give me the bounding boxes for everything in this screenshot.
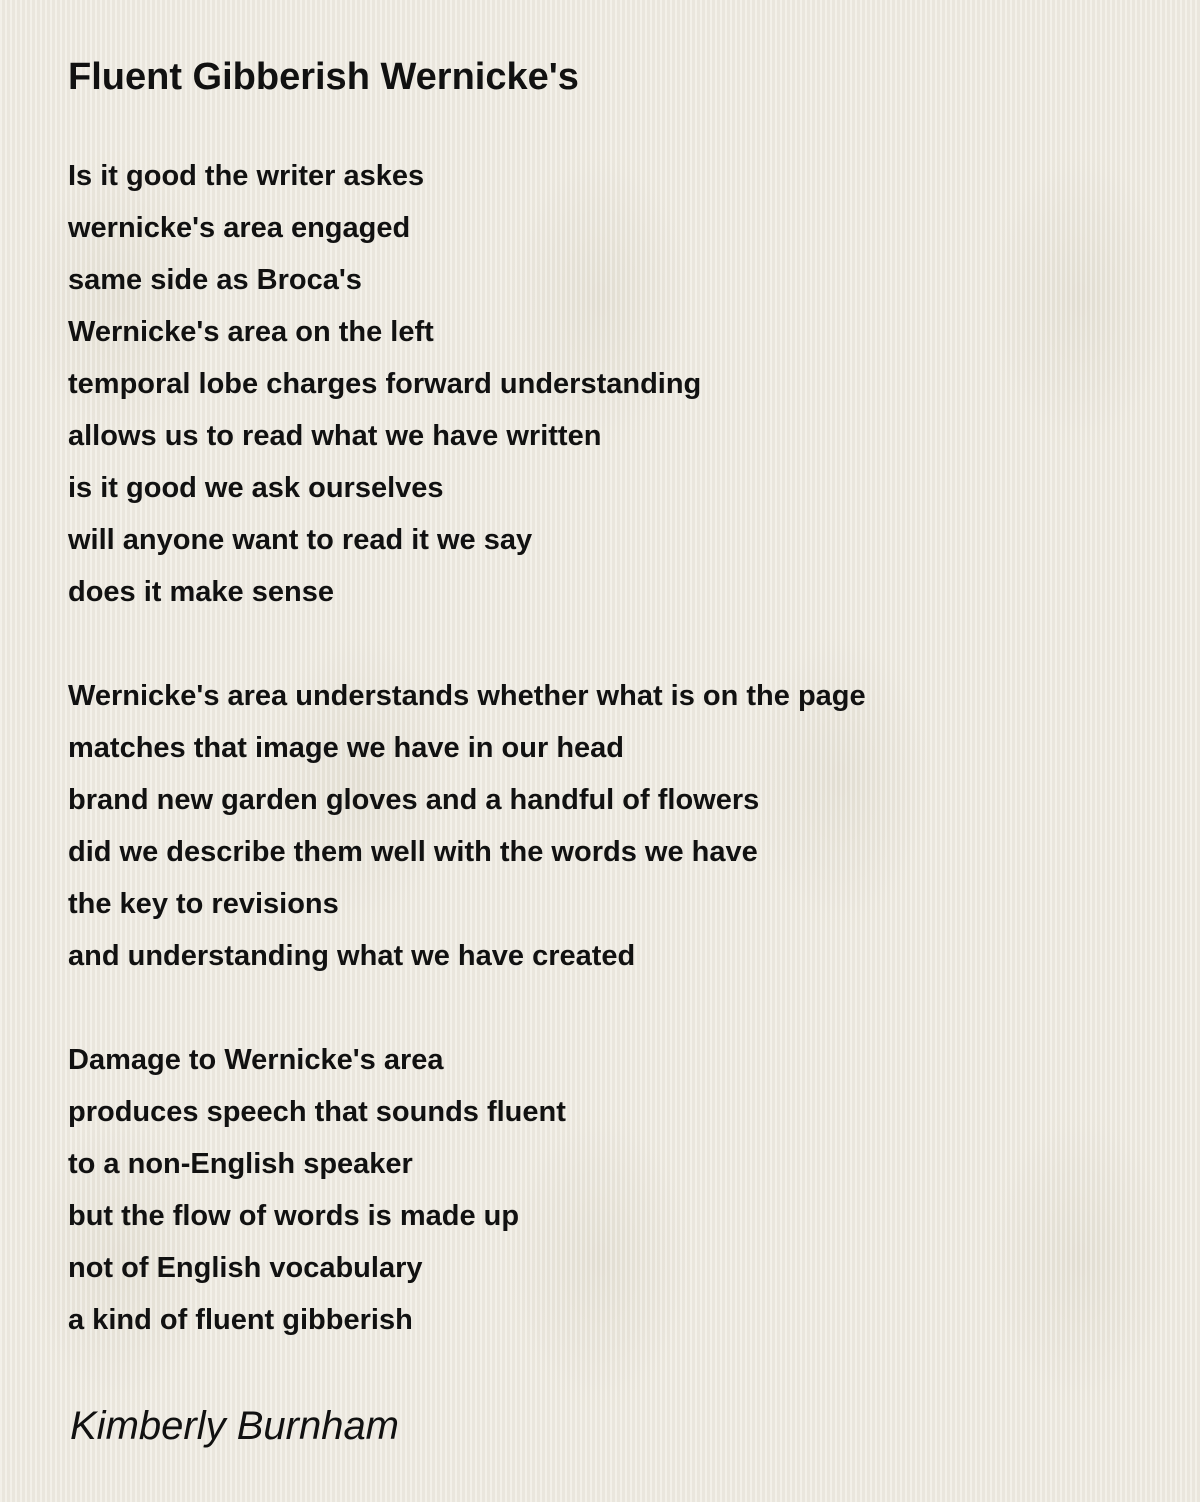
poem-line: produces speech that sounds fluent [68, 1096, 566, 1128]
poem-line: matches that image we have in our head [68, 732, 624, 764]
stanza-2 [68, 670, 1148, 982]
poem-line: Wernicke's area on the left [68, 316, 434, 348]
poem-line: Wernicke's area understands whether what is on the page [68, 680, 866, 712]
poem-author: Kimberly Burnham [70, 1404, 400, 1448]
poem-line: does it make sense [68, 576, 334, 608]
poem-line: but the flow of words is made up [68, 1200, 520, 1232]
poem-line: allows us to read what we have written [68, 420, 602, 452]
poem-line: Damage to Wernicke's area [68, 1044, 444, 1076]
poem-title: Fluent Gibberish Wernicke's [68, 56, 579, 98]
poem-line: the key to revisions [68, 888, 339, 920]
poem-line: a kind of fluent gibberish [68, 1304, 413, 1336]
poem-line: Is it good the writer askes [68, 160, 425, 192]
stanza-1 [68, 150, 1148, 618]
poem-line: not of English vocabulary [68, 1252, 423, 1284]
poem-line: to a non-English speaker [68, 1148, 413, 1180]
stanza-3 [68, 1034, 1148, 1346]
poem-line: will anyone want to read it we say [68, 524, 533, 556]
poem-line: and understanding what we have created [68, 940, 636, 972]
poem-line: same side as Broca's [68, 264, 362, 296]
poem-line: is it good we ask ourselves [68, 472, 444, 504]
poem-body [68, 150, 1148, 1346]
poem-line: temporal lobe charges forward understanding [68, 368, 702, 400]
poem-line: wernicke's area engaged [68, 212, 411, 244]
poem-line: did we describe them well with the words we have [68, 836, 758, 868]
poem-card [68, 52, 1148, 1346]
poem-line: brand new garden gloves and a handful of flowers [68, 784, 760, 816]
